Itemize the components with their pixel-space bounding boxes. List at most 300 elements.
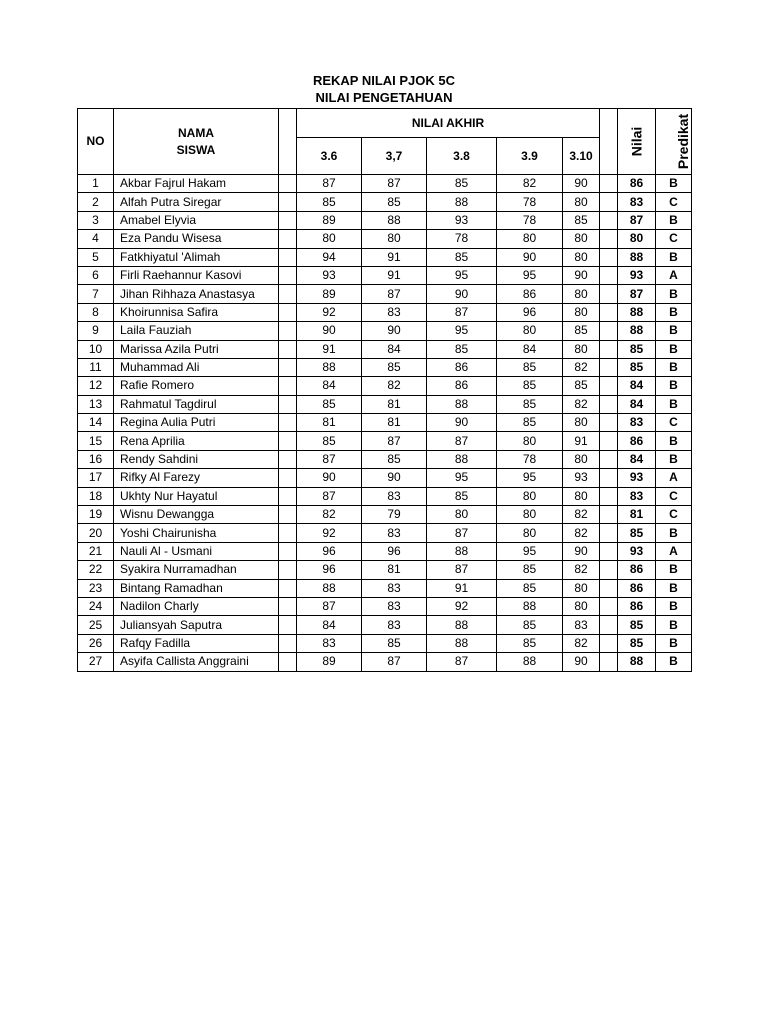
table-row bbox=[78, 414, 692, 432]
cell-score-3-10: 85 bbox=[563, 211, 600, 229]
cell-spacer-right bbox=[600, 377, 618, 395]
cell-nilai: 86 bbox=[618, 561, 656, 579]
table-row bbox=[78, 506, 692, 524]
cell-spacer-right bbox=[600, 597, 618, 615]
cell-score-3-6: 81 bbox=[297, 414, 362, 432]
cell-nama: Laila Fauziah bbox=[114, 322, 279, 340]
cell-score-3-9: 78 bbox=[497, 450, 563, 468]
cell-nilai: 86 bbox=[618, 432, 656, 450]
table-row bbox=[78, 524, 692, 542]
table-row bbox=[78, 395, 692, 413]
cell-score-3-10: 80 bbox=[563, 450, 600, 468]
cell-spacer-left bbox=[279, 579, 297, 597]
cell-predikat: C bbox=[656, 506, 692, 524]
cell-nilai: 93 bbox=[618, 469, 656, 487]
table-row bbox=[78, 248, 692, 266]
cell-score-3-8: 91 bbox=[427, 579, 497, 597]
cell-score-3-7: 90 bbox=[362, 322, 427, 340]
cell-spacer-right bbox=[600, 322, 618, 340]
cell-score-3-9: 80 bbox=[497, 506, 563, 524]
cell-spacer-left bbox=[279, 561, 297, 579]
cell-spacer-right bbox=[600, 285, 618, 303]
cell-score-3-8: 88 bbox=[427, 450, 497, 468]
cell-score-3-8: 85 bbox=[427, 248, 497, 266]
cell-score-3-10: 82 bbox=[563, 634, 600, 652]
cell-spacer-left bbox=[279, 506, 297, 524]
cell-nilai: 84 bbox=[618, 395, 656, 413]
cell-predikat: B bbox=[656, 432, 692, 450]
cell-no: 22 bbox=[78, 561, 114, 579]
cell-predikat: B bbox=[656, 211, 692, 229]
cell-spacer-right bbox=[600, 579, 618, 597]
cell-score-3-8: 80 bbox=[427, 506, 497, 524]
cell-score-3-6: 87 bbox=[297, 450, 362, 468]
table-row bbox=[78, 487, 692, 505]
cell-score-3-9: 85 bbox=[497, 616, 563, 634]
cell-no: 9 bbox=[78, 322, 114, 340]
cell-score-3-7: 81 bbox=[362, 561, 427, 579]
cell-predikat: C bbox=[656, 414, 692, 432]
cell-no: 7 bbox=[78, 285, 114, 303]
cell-predikat: B bbox=[656, 395, 692, 413]
cell-no: 16 bbox=[78, 450, 114, 468]
cell-score-3-9: 82 bbox=[497, 175, 563, 193]
cell-score-3-8: 95 bbox=[427, 322, 497, 340]
cell-score-3-8: 85 bbox=[427, 175, 497, 193]
cell-score-3-6: 87 bbox=[297, 175, 362, 193]
cell-score-3-10: 90 bbox=[563, 266, 600, 284]
cell-spacer-left bbox=[279, 597, 297, 615]
cell-no: 12 bbox=[78, 377, 114, 395]
cell-no: 13 bbox=[78, 395, 114, 413]
cell-spacer-right bbox=[600, 561, 618, 579]
cell-score-3-10: 90 bbox=[563, 653, 600, 671]
table-row bbox=[78, 211, 692, 229]
cell-spacer-right bbox=[600, 266, 618, 284]
cell-predikat: B bbox=[656, 340, 692, 358]
cell-spacer-right bbox=[600, 506, 618, 524]
cell-spacer-left bbox=[279, 211, 297, 229]
cell-score-3-8: 88 bbox=[427, 395, 497, 413]
cell-score-3-9: 85 bbox=[497, 377, 563, 395]
cell-nilai: 85 bbox=[618, 524, 656, 542]
header-nilai-akhir: NILAI AKHIR bbox=[297, 109, 600, 138]
cell-score-3-9: 90 bbox=[497, 248, 563, 266]
cell-nilai: 86 bbox=[618, 579, 656, 597]
cell-nama: Amabel Elyvia bbox=[114, 211, 279, 229]
cell-nilai: 83 bbox=[618, 487, 656, 505]
header-kd-3: 3.8 bbox=[427, 138, 497, 175]
cell-score-3-9: 85 bbox=[497, 414, 563, 432]
cell-predikat: C bbox=[656, 487, 692, 505]
cell-nilai: 87 bbox=[618, 285, 656, 303]
cell-score-3-7: 85 bbox=[362, 450, 427, 468]
cell-no: 11 bbox=[78, 358, 114, 376]
cell-nama: Muhammad Ali bbox=[114, 358, 279, 376]
cell-no: 26 bbox=[78, 634, 114, 652]
cell-no: 3 bbox=[78, 211, 114, 229]
cell-score-3-10: 82 bbox=[563, 524, 600, 542]
cell-score-3-9: 78 bbox=[497, 193, 563, 211]
cell-predikat: B bbox=[656, 285, 692, 303]
cell-predikat: B bbox=[656, 616, 692, 634]
cell-score-3-7: 84 bbox=[362, 340, 427, 358]
cell-score-3-6: 88 bbox=[297, 579, 362, 597]
cell-score-3-10: 80 bbox=[563, 597, 600, 615]
cell-no: 18 bbox=[78, 487, 114, 505]
cell-score-3-8: 87 bbox=[427, 303, 497, 321]
cell-score-3-9: 85 bbox=[497, 634, 563, 652]
cell-score-3-6: 87 bbox=[297, 597, 362, 615]
cell-spacer-left bbox=[279, 395, 297, 413]
cell-score-3-7: 91 bbox=[362, 248, 427, 266]
cell-score-3-8: 88 bbox=[427, 542, 497, 560]
cell-predikat: A bbox=[656, 266, 692, 284]
cell-no: 24 bbox=[78, 597, 114, 615]
cell-nilai: 86 bbox=[618, 175, 656, 193]
cell-spacer-left bbox=[279, 469, 297, 487]
cell-score-3-9: 80 bbox=[497, 322, 563, 340]
cell-spacer-right bbox=[600, 432, 618, 450]
cell-spacer-right bbox=[600, 175, 618, 193]
table-row bbox=[78, 616, 692, 634]
cell-spacer-right bbox=[600, 248, 618, 266]
table-row bbox=[78, 358, 692, 376]
cell-score-3-8: 85 bbox=[427, 487, 497, 505]
cell-score-3-10: 80 bbox=[563, 414, 600, 432]
cell-score-3-7: 96 bbox=[362, 542, 427, 560]
cell-spacer-left bbox=[279, 230, 297, 248]
cell-score-3-6: 92 bbox=[297, 524, 362, 542]
cell-no: 25 bbox=[78, 616, 114, 634]
cell-nilai: 88 bbox=[618, 653, 656, 671]
cell-score-3-7: 82 bbox=[362, 377, 427, 395]
cell-score-3-6: 88 bbox=[297, 358, 362, 376]
cell-score-3-10: 80 bbox=[563, 193, 600, 211]
cell-score-3-9: 80 bbox=[497, 432, 563, 450]
cell-no: 23 bbox=[78, 579, 114, 597]
cell-nilai: 87 bbox=[618, 211, 656, 229]
cell-spacer-left bbox=[279, 487, 297, 505]
cell-nilai: 80 bbox=[618, 230, 656, 248]
cell-predikat: B bbox=[656, 597, 692, 615]
cell-predikat: A bbox=[656, 542, 692, 560]
cell-score-3-8: 87 bbox=[427, 653, 497, 671]
cell-spacer-left bbox=[279, 175, 297, 193]
cell-spacer-right bbox=[600, 414, 618, 432]
cell-no: 15 bbox=[78, 432, 114, 450]
cell-predikat: A bbox=[656, 469, 692, 487]
cell-score-3-10: 82 bbox=[563, 358, 600, 376]
cell-score-3-8: 85 bbox=[427, 340, 497, 358]
cell-nama: Nauli Al - Usmani bbox=[114, 542, 279, 560]
cell-score-3-10: 80 bbox=[563, 303, 600, 321]
cell-nama: Rafie Romero bbox=[114, 377, 279, 395]
cell-spacer-right bbox=[600, 358, 618, 376]
cell-nilai: 85 bbox=[618, 634, 656, 652]
cell-score-3-6: 83 bbox=[297, 634, 362, 652]
cell-spacer-right bbox=[600, 193, 618, 211]
header-nama-line1: NAMA bbox=[178, 125, 214, 140]
cell-score-3-7: 80 bbox=[362, 230, 427, 248]
table-row bbox=[78, 653, 692, 671]
cell-spacer-right bbox=[600, 524, 618, 542]
cell-nama: Yoshi Chairunisha bbox=[114, 524, 279, 542]
cell-spacer-left bbox=[279, 322, 297, 340]
cell-nilai: 88 bbox=[618, 322, 656, 340]
cell-score-3-10: 82 bbox=[563, 561, 600, 579]
cell-spacer-right bbox=[600, 653, 618, 671]
cell-score-3-10: 93 bbox=[563, 469, 600, 487]
cell-score-3-9: 80 bbox=[497, 230, 563, 248]
table-row bbox=[78, 175, 692, 193]
cell-score-3-9: 78 bbox=[497, 211, 563, 229]
cell-nama: Rendy Sahdini bbox=[114, 450, 279, 468]
header-kd-2: 3,7 bbox=[362, 138, 427, 175]
cell-nama: Akbar Fajrul Hakam bbox=[114, 175, 279, 193]
cell-nama: Rahmatul Tagdirul bbox=[114, 395, 279, 413]
cell-score-3-7: 90 bbox=[362, 469, 427, 487]
cell-score-3-7: 79 bbox=[362, 506, 427, 524]
cell-nilai: 83 bbox=[618, 414, 656, 432]
cell-score-3-6: 80 bbox=[297, 230, 362, 248]
cell-score-3-10: 85 bbox=[563, 322, 600, 340]
cell-score-3-10: 90 bbox=[563, 175, 600, 193]
cell-score-3-10: 80 bbox=[563, 487, 600, 505]
cell-score-3-6: 89 bbox=[297, 653, 362, 671]
cell-score-3-8: 95 bbox=[427, 469, 497, 487]
cell-score-3-9: 95 bbox=[497, 542, 563, 560]
cell-score-3-8: 88 bbox=[427, 193, 497, 211]
cell-predikat: B bbox=[656, 524, 692, 542]
header-spacer-left bbox=[279, 109, 297, 175]
cell-score-3-7: 85 bbox=[362, 193, 427, 211]
cell-predikat: B bbox=[656, 322, 692, 340]
cell-score-3-9: 80 bbox=[497, 487, 563, 505]
cell-nilai: 85 bbox=[618, 358, 656, 376]
cell-spacer-left bbox=[279, 358, 297, 376]
cell-score-3-9: 85 bbox=[497, 561, 563, 579]
cell-score-3-7: 85 bbox=[362, 358, 427, 376]
cell-score-3-8: 88 bbox=[427, 616, 497, 634]
cell-nama: Eza Pandu Wisesa bbox=[114, 230, 279, 248]
cell-score-3-6: 91 bbox=[297, 340, 362, 358]
table-row bbox=[78, 634, 692, 652]
cell-spacer-left bbox=[279, 303, 297, 321]
cell-score-3-9: 96 bbox=[497, 303, 563, 321]
cell-score-3-6: 90 bbox=[297, 322, 362, 340]
cell-score-3-7: 83 bbox=[362, 524, 427, 542]
cell-predikat: B bbox=[656, 358, 692, 376]
cell-spacer-left bbox=[279, 377, 297, 395]
cell-score-3-7: 83 bbox=[362, 487, 427, 505]
cell-predikat: B bbox=[656, 377, 692, 395]
cell-nama: Rifky Al Farezy bbox=[114, 469, 279, 487]
cell-score-3-7: 83 bbox=[362, 616, 427, 634]
cell-nilai: 81 bbox=[618, 506, 656, 524]
cell-nama: Wisnu Dewangga bbox=[114, 506, 279, 524]
header-spacer-right bbox=[600, 109, 618, 175]
cell-score-3-6: 84 bbox=[297, 377, 362, 395]
table-row bbox=[78, 340, 692, 358]
cell-score-3-8: 87 bbox=[427, 524, 497, 542]
cell-spacer-right bbox=[600, 230, 618, 248]
cell-score-3-6: 82 bbox=[297, 506, 362, 524]
cell-score-3-7: 83 bbox=[362, 303, 427, 321]
cell-nilai: 93 bbox=[618, 542, 656, 560]
cell-score-3-9: 85 bbox=[497, 579, 563, 597]
cell-score-3-7: 87 bbox=[362, 653, 427, 671]
cell-predikat: B bbox=[656, 561, 692, 579]
cell-score-3-7: 91 bbox=[362, 266, 427, 284]
table-row bbox=[78, 303, 692, 321]
cell-spacer-right bbox=[600, 211, 618, 229]
header-kd-4: 3.9 bbox=[497, 138, 563, 175]
cell-score-3-6: 85 bbox=[297, 193, 362, 211]
cell-spacer-left bbox=[279, 248, 297, 266]
cell-no: 10 bbox=[78, 340, 114, 358]
cell-score-3-6: 96 bbox=[297, 542, 362, 560]
header-kd-5: 3.10 bbox=[563, 138, 600, 175]
cell-nama: Bintang Ramadhan bbox=[114, 579, 279, 597]
cell-score-3-9: 95 bbox=[497, 469, 563, 487]
cell-score-3-9: 85 bbox=[497, 395, 563, 413]
cell-predikat: B bbox=[656, 248, 692, 266]
document-subtitle: NILAI PENGETAHUAN bbox=[315, 90, 453, 105]
cell-score-3-7: 81 bbox=[362, 395, 427, 413]
cell-spacer-left bbox=[279, 634, 297, 652]
grades-table-body bbox=[78, 175, 692, 672]
cell-no: 20 bbox=[78, 524, 114, 542]
cell-score-3-6: 93 bbox=[297, 266, 362, 284]
cell-score-3-7: 85 bbox=[362, 634, 427, 652]
cell-no: 4 bbox=[78, 230, 114, 248]
cell-score-3-6: 94 bbox=[297, 248, 362, 266]
cell-nama: Marissa Azila Putri bbox=[114, 340, 279, 358]
cell-spacer-right bbox=[600, 542, 618, 560]
table-row bbox=[78, 266, 692, 284]
cell-nilai: 85 bbox=[618, 340, 656, 358]
cell-score-3-8: 87 bbox=[427, 561, 497, 579]
cell-nama: Fatkhiyatul 'Alimah bbox=[114, 248, 279, 266]
cell-nama: Juliansyah Saputra bbox=[114, 616, 279, 634]
cell-no: 6 bbox=[78, 266, 114, 284]
cell-spacer-left bbox=[279, 524, 297, 542]
cell-nama: Syakira Nurramadhan bbox=[114, 561, 279, 579]
table-row bbox=[78, 561, 692, 579]
cell-score-3-10: 85 bbox=[563, 377, 600, 395]
table-row bbox=[78, 579, 692, 597]
cell-predikat: B bbox=[656, 450, 692, 468]
cell-score-3-8: 87 bbox=[427, 432, 497, 450]
cell-no: 19 bbox=[78, 506, 114, 524]
cell-score-3-6: 85 bbox=[297, 432, 362, 450]
document-titles bbox=[0, 72, 768, 106]
cell-score-3-6: 90 bbox=[297, 469, 362, 487]
cell-nilai: 83 bbox=[618, 193, 656, 211]
header-nama-line2: SISWA bbox=[176, 142, 216, 157]
cell-nama: Regina Aulia Putri bbox=[114, 414, 279, 432]
cell-nama: Khoirunnisa Safira bbox=[114, 303, 279, 321]
cell-spacer-left bbox=[279, 616, 297, 634]
cell-no: 5 bbox=[78, 248, 114, 266]
table-row bbox=[78, 450, 692, 468]
cell-score-3-8: 90 bbox=[427, 414, 497, 432]
cell-spacer-left bbox=[279, 653, 297, 671]
cell-nilai: 86 bbox=[618, 597, 656, 615]
cell-score-3-8: 93 bbox=[427, 211, 497, 229]
cell-no: 2 bbox=[78, 193, 114, 211]
header-nilai-label: Nilai bbox=[628, 126, 645, 156]
cell-score-3-9: 84 bbox=[497, 340, 563, 358]
cell-spacer-right bbox=[600, 616, 618, 634]
cell-no: 8 bbox=[78, 303, 114, 321]
cell-no: 21 bbox=[78, 542, 114, 560]
cell-score-3-7: 87 bbox=[362, 285, 427, 303]
cell-score-3-8: 90 bbox=[427, 285, 497, 303]
header-predikat bbox=[656, 109, 692, 175]
header-no: NO bbox=[78, 109, 114, 175]
cell-score-3-10: 82 bbox=[563, 506, 600, 524]
cell-nilai: 88 bbox=[618, 303, 656, 321]
cell-score-3-8: 88 bbox=[427, 634, 497, 652]
cell-score-3-9: 88 bbox=[497, 653, 563, 671]
table-row bbox=[78, 193, 692, 211]
cell-spacer-left bbox=[279, 542, 297, 560]
cell-predikat: C bbox=[656, 193, 692, 211]
cell-score-3-9: 88 bbox=[497, 597, 563, 615]
cell-spacer-left bbox=[279, 193, 297, 211]
cell-score-3-10: 80 bbox=[563, 230, 600, 248]
header-row-1 bbox=[78, 109, 692, 138]
cell-score-3-8: 78 bbox=[427, 230, 497, 248]
table-row bbox=[78, 432, 692, 450]
cell-score-3-10: 80 bbox=[563, 579, 600, 597]
table-row bbox=[78, 542, 692, 560]
cell-nama: Rafqy Fadilla bbox=[114, 634, 279, 652]
cell-nilai: 84 bbox=[618, 450, 656, 468]
cell-spacer-left bbox=[279, 266, 297, 284]
cell-score-3-9: 95 bbox=[497, 266, 563, 284]
cell-nama: Firli Raehannur Kasovi bbox=[114, 266, 279, 284]
header-nama bbox=[114, 109, 279, 175]
cell-score-3-10: 83 bbox=[563, 616, 600, 634]
cell-score-3-7: 83 bbox=[362, 579, 427, 597]
cell-nilai: 85 bbox=[618, 616, 656, 634]
cell-score-3-7: 87 bbox=[362, 175, 427, 193]
table-row bbox=[78, 322, 692, 340]
document-title: REKAP NILAI PJOK 5C bbox=[312, 73, 456, 88]
cell-spacer-left bbox=[279, 340, 297, 358]
cell-score-3-6: 84 bbox=[297, 616, 362, 634]
cell-score-3-9: 85 bbox=[497, 358, 563, 376]
cell-spacer-left bbox=[279, 450, 297, 468]
table-row bbox=[78, 597, 692, 615]
cell-score-3-10: 90 bbox=[563, 542, 600, 560]
cell-no: 14 bbox=[78, 414, 114, 432]
cell-score-3-8: 86 bbox=[427, 377, 497, 395]
cell-nilai: 84 bbox=[618, 377, 656, 395]
cell-spacer-right bbox=[600, 450, 618, 468]
cell-score-3-6: 89 bbox=[297, 285, 362, 303]
table-row bbox=[78, 377, 692, 395]
cell-spacer-right bbox=[600, 303, 618, 321]
cell-spacer-left bbox=[279, 414, 297, 432]
table-row bbox=[78, 285, 692, 303]
cell-score-3-7: 81 bbox=[362, 414, 427, 432]
cell-score-3-10: 91 bbox=[563, 432, 600, 450]
cell-nama: Jihan Rihhaza Anastasya bbox=[114, 285, 279, 303]
